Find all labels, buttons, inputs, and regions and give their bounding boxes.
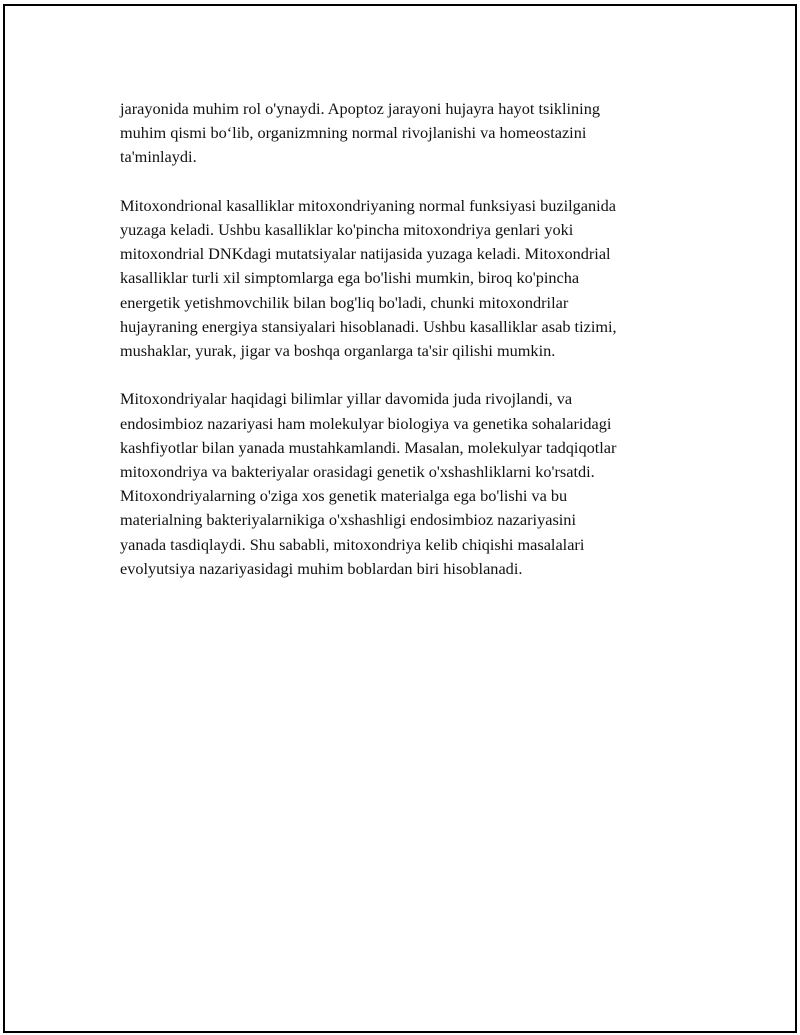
text-line: endosimbioz nazariyasi ham molekulyar biologiya va genetika sohalaridagi <box>120 413 612 433</box>
paragraph-1 <box>120 97 700 170</box>
text-line: Mitoxondrional kasalliklar mitoxondriyaning normal funksiyasi buzilganida <box>120 195 617 215</box>
text-line: mushaklar, yurak, jigar va boshqa organlarga ta'sir qilishi mumkin. <box>120 341 556 361</box>
paragraph-2 <box>120 194 700 363</box>
text-line: hujayraning energiya stansiyalari hisoblanadi. Ushbu kasalliklar asab tizimi, <box>120 316 617 336</box>
paragraph-3 <box>120 387 700 581</box>
text-line: kasalliklar turli xil simptomlarga ega bo'lishi mumkin, biroq ko'pincha <box>120 268 580 288</box>
text-line: yuzaga keladi. Ushbu kasalliklar ko'pincha mitoxondriya genlari yoki <box>120 220 574 239</box>
text-line: jarayonida muhim rol o'ynaydi. Apoptoz jarayoni hujayra hayot tsiklining <box>120 99 600 118</box>
page-frame <box>3 4 797 1033</box>
text-line: kashfiyotlar bilan yanada mustahkamlandi. Masalan, molekulyar tadqiqotlar <box>120 437 617 457</box>
text-line: materialning bakteriyalarnikiga o'xshashligi endosimbioz nazariyasini <box>120 510 576 530</box>
text-line: Mitoxondriyalar haqidagi bilimlar yillar davomida juda rivojlandi, va <box>120 389 573 409</box>
text-line: ta'minlaydi. <box>120 147 197 167</box>
text-line: Mitoxondriyalarning o'ziga xos genetik materialga ega bo'lishi va bu <box>120 486 568 506</box>
text-line: yanada tasdiqlaydi. Shu sababli, mitoxondriya kelib chiqishi masalalari <box>120 534 585 554</box>
text-line: evolyutsiya nazariyasidagi muhim boblardan biri hisoblanadi. <box>120 558 523 578</box>
document-body <box>120 97 700 605</box>
text-line: mitoxondriya va bakteriyalar orasidagi genetik o'xshashliklarni ko'rsatdi. <box>120 462 595 482</box>
text-line: energetik yetishmovchilik bilan bog'liq bo'ladi, chunki mitoxondrilar <box>120 292 569 312</box>
text-line: muhim qismi bo‘lib, organizmning normal rivojlanishi va homeostazini <box>120 123 587 143</box>
text-line: mitoxondrial DNKdagi mutatsiyalar natijasida yuzaga keladi. Mitoxondrial <box>120 244 611 264</box>
